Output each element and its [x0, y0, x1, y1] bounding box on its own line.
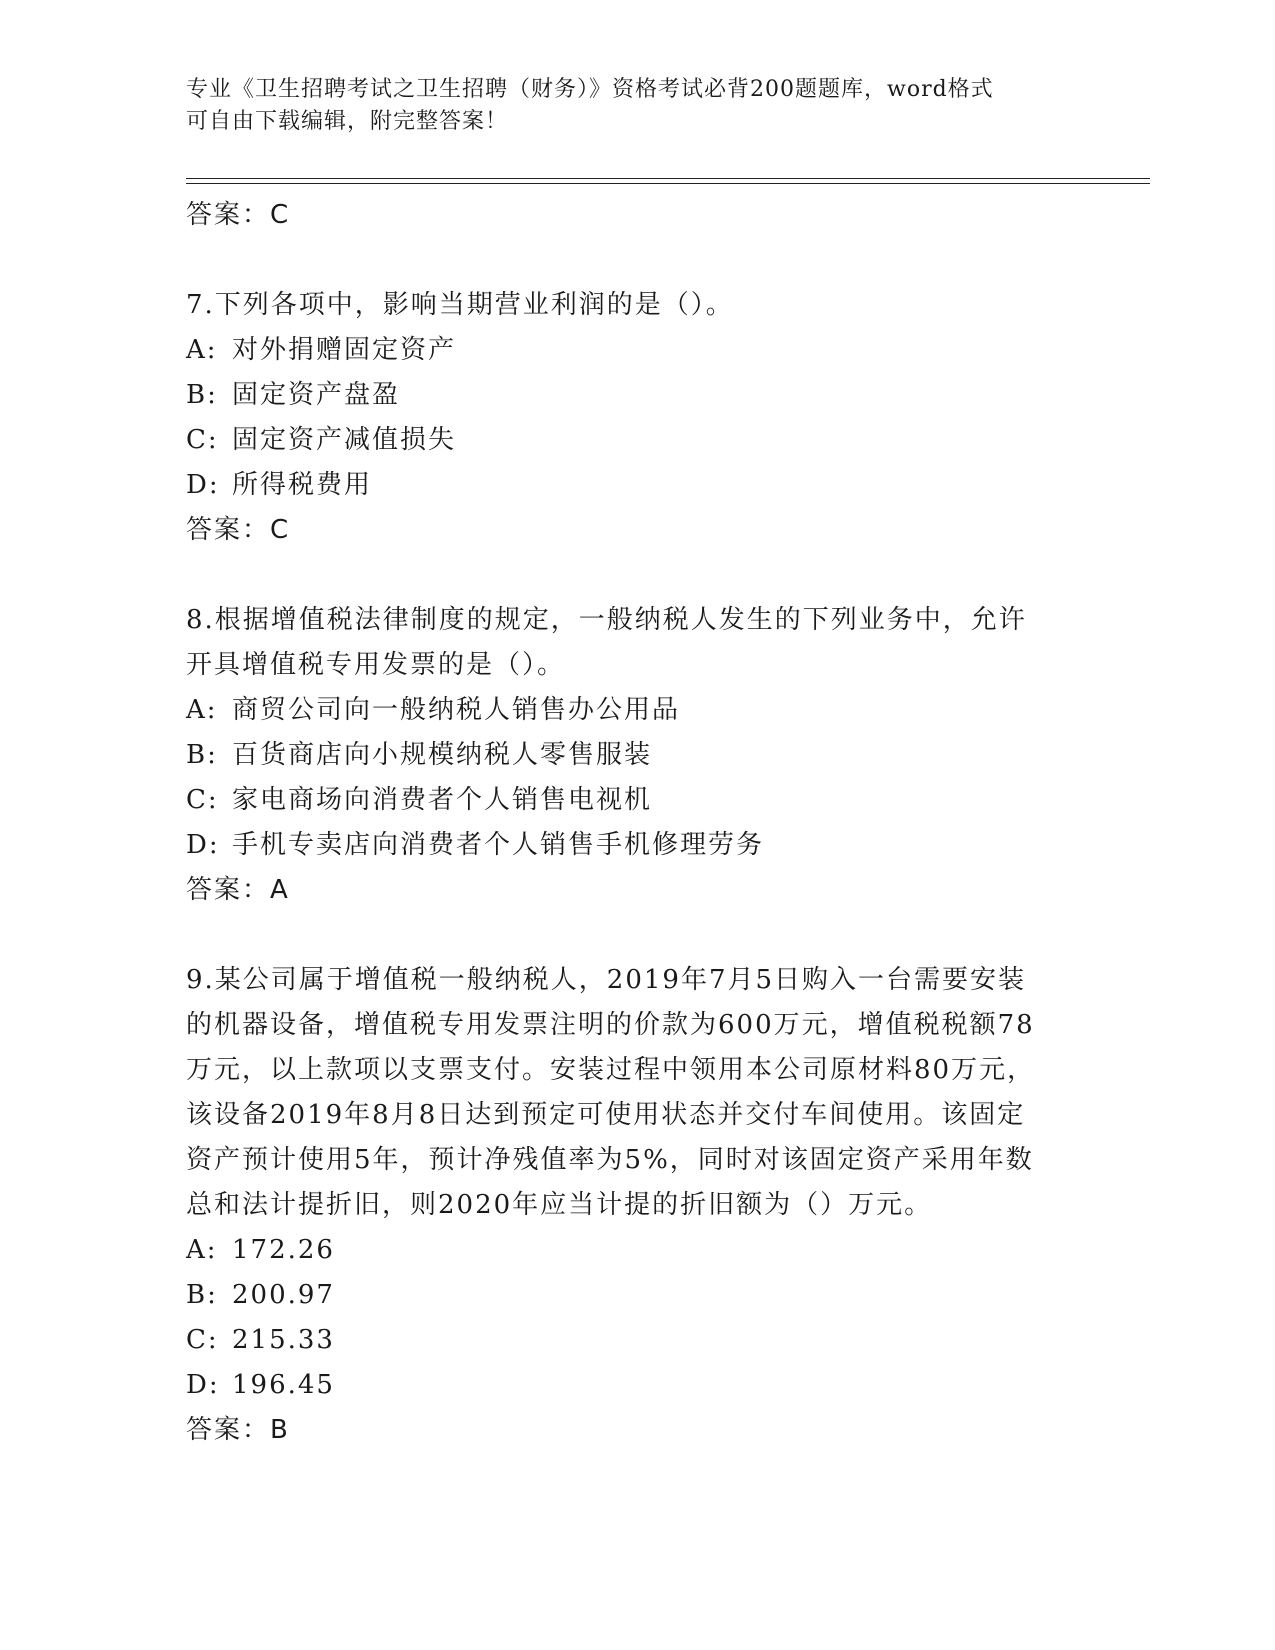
question-stem-line: 8.根据增值税法律制度的规定，一般纳税人发生的下列业务中，允许 — [186, 605, 1027, 635]
option-letter: C: — [186, 425, 219, 455]
option-text: 手机专卖店向消费者个人销售手机修理劳务 — [232, 830, 765, 860]
question-stem-line: 的机器设备，增值税专用发票注明的价款为600万元，增值税税额78 — [186, 1010, 1035, 1040]
document-header — [186, 74, 1066, 138]
answer-line: 答案：A — [186, 875, 290, 905]
option-letter: B: — [186, 380, 218, 410]
option-d — [186, 463, 1086, 508]
option-letter: C: — [186, 1325, 219, 1355]
option-letter: A: — [186, 1235, 218, 1265]
option-letter: D: — [186, 470, 220, 500]
question-stem-line: 开具增值税专用发票的是（）。 — [186, 650, 566, 680]
option-c — [186, 778, 1086, 823]
header-line-2: 可自由下载编辑，附完整答案！ — [186, 109, 509, 134]
option-text: 固定资产减值损失 — [232, 425, 457, 455]
option-d — [186, 1363, 1086, 1408]
option-text: 172.26 — [232, 1235, 335, 1265]
option-b — [186, 1273, 1086, 1318]
option-letter: A: — [186, 695, 218, 725]
question-stem-line: 7.下列各项中，影响当期营业利润的是（）。 — [186, 290, 734, 320]
option-a — [186, 328, 1086, 373]
option-letter: D: — [186, 830, 220, 860]
document-body — [186, 193, 1086, 1453]
option-text: 所得税费用 — [232, 470, 373, 500]
option-text: 215.33 — [232, 1325, 335, 1355]
question-stem-line: 9.某公司属于增值税一般纳税人，2019年7月5日购入一台需要安装 — [186, 965, 1027, 995]
answer-line: 答案：B — [186, 1415, 290, 1445]
option-a — [186, 688, 1086, 733]
question-8 — [186, 598, 1086, 913]
option-text: 商贸公司向一般纳税人销售办公用品 — [232, 695, 681, 725]
option-text: 百货商店向小规模纳税人零售服装 — [232, 740, 653, 770]
option-letter: B: — [186, 740, 218, 770]
question-stem-line: 总和法计提折旧，则2020年应当计提的折旧额为（）万元。 — [186, 1190, 933, 1220]
previous-answer: 答案：C — [186, 200, 291, 230]
question-7 — [186, 283, 1086, 553]
header-rule-bottom — [186, 183, 1150, 184]
option-c — [186, 418, 1086, 463]
option-b — [186, 733, 1086, 778]
option-c — [186, 1318, 1086, 1363]
option-text: 固定资产盘盈 — [232, 380, 401, 410]
question-9 — [186, 958, 1086, 1453]
option-text: 对外捐赠固定资产 — [232, 335, 457, 365]
option-text: 200.97 — [232, 1280, 335, 1310]
option-letter: C: — [186, 785, 219, 815]
question-stem-line: 资产预计使用5年，预计净残值率为5%，同时对该固定资产采用年数 — [186, 1145, 1034, 1175]
option-b — [186, 373, 1086, 418]
option-letter: B: — [186, 1280, 218, 1310]
option-a — [186, 1228, 1086, 1273]
question-stem-line: 该设备2019年8月8日达到预定可使用状态并交付车间使用。该固定 — [186, 1100, 1026, 1130]
header-rule-top — [186, 178, 1150, 179]
option-letter: D: — [186, 1370, 220, 1400]
option-letter: A: — [186, 335, 218, 365]
option-d — [186, 823, 1086, 868]
option-text: 196.45 — [232, 1370, 335, 1400]
option-text: 家电商场向消费者个人销售电视机 — [232, 785, 653, 815]
header-line-1: 专业《卫生招聘考试之卫生招聘（财务）》资格考试必背200题题库，word格式 — [186, 77, 994, 102]
answer-line: 答案：C — [186, 515, 291, 545]
question-stem-line: 万元，以上款项以支票支付。安装过程中领用本公司原材料80万元， — [186, 1055, 1036, 1085]
